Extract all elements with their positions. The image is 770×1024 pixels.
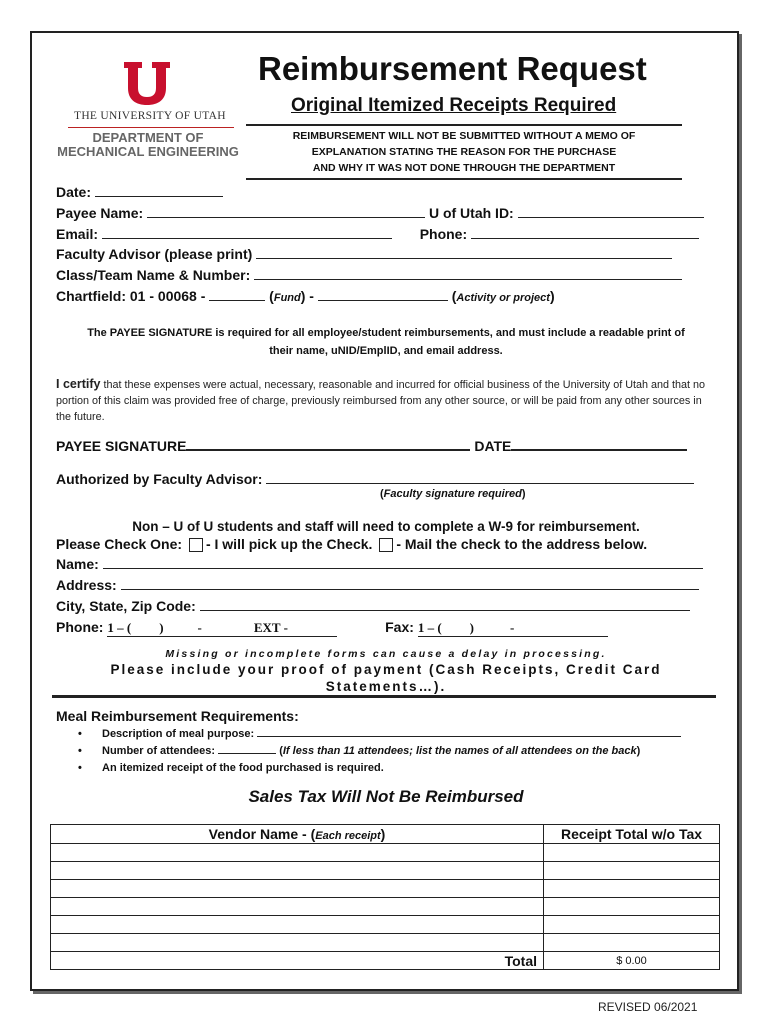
meal-requirements-heading: Meal Reimbursement Requirements: [56,708,299,724]
list-item: • Number of attendees: (If less than 11 attendees; list the names of all attendees on the back) [78,743,681,760]
email-field[interactable] [102,226,392,239]
department-name [56,131,240,159]
payee-name-label: Payee Name: [56,205,144,221]
mail-option-label: - Mail the check to the address below. [396,536,648,552]
table-row [51,934,720,952]
memo-notice [246,124,682,180]
university-of-utah-logo-icon [122,60,172,106]
faculty-advisor-field[interactable] [256,246,672,259]
memo-line-3: AND WHY IT WAS NOT DONE THROUGH THE DEPARTMENT [312,162,616,174]
department-line-1: DEPARTMENT OF [92,130,204,145]
meal-item-label: An itemized receipt of the food purchased is required. [102,762,384,774]
bullet-icon: • [78,728,82,740]
vendor-header-italic: Each receipt [315,830,381,842]
table-row [51,898,720,916]
payee-signature-field[interactable] [186,437,470,451]
mail-name-field[interactable] [103,556,703,569]
mail-name-label: Name: [56,556,99,572]
fax-field[interactable] [418,619,608,637]
vendor-header-close: ) [380,826,386,842]
faculty-signature-note-text: Faculty signature required [383,488,522,500]
vendor-name-cell[interactable] [51,934,544,952]
logo-divider [68,127,234,128]
mail-name-row [56,556,703,572]
chartfield-label: Chartfield: 01 - 00068 - [56,288,206,304]
receipt-total-cell[interactable] [544,880,720,898]
faculty-advisor-label: Faculty Advisor (please print) [56,246,253,262]
receipt-total-cell[interactable] [544,916,720,934]
fax-close: ) [469,620,474,635]
bullet-icon: • [78,745,82,757]
receipt-total-header: Receipt Total w/o Tax [544,825,720,844]
mail-phone-label: Phone: [56,619,104,635]
mail-address-field[interactable] [121,577,699,590]
table-row [51,862,720,880]
payee-signature-label: PAYEE SIGNATURE [56,438,187,454]
vendor-name-cell[interactable] [51,898,544,916]
attendees-field[interactable] [218,743,276,754]
date-field[interactable] [95,184,223,197]
date-row [56,184,223,200]
meal-item-label: Number of attendees: [102,745,216,757]
signature-requirement-line-1: The PAYEE SIGNATURE is required for all employee/student reimbursements, and must include a readable print of [87,327,685,339]
total-value: $ 0.00 [544,952,720,970]
signature-date-field[interactable] [511,437,687,451]
meal-requirements-list [78,726,681,777]
bullet-icon: • [78,762,82,774]
proof-line-1: Please include your proof of payment (Cash Receipts, Credit Card [110,662,662,677]
missing-forms-warning: Missing or incomplete forms can cause a delay in processing. [165,648,607,660]
activity-field[interactable] [318,288,448,301]
phone-prefix: 1 – ( [107,620,132,635]
certify-text: that these expenses were actual, necessary, reasonable and incurred for official business of the University of Utah and that no portion of this claim was provided free of charge, previously reimbursed from any other source, or will be paid from any other sources in the future. [56,379,706,423]
mail-address-row [56,577,699,593]
mail-phone-field[interactable] [107,619,337,637]
phone-field[interactable] [471,226,699,239]
memo-line-1: REIMBURSEMENT WILL NOT BE SUBMITTED WITHOUT A MEMO OF [292,130,636,142]
class-team-field[interactable] [254,267,682,280]
authorized-label: Authorized by Faculty Advisor: [56,471,263,487]
faculty-authorization-row [56,471,694,487]
signature-date-label: DATE [474,438,512,454]
page-title: Reimbursement Request [258,50,647,87]
memo-line-2: EXPLANATION STATING THE REASON FOR THE PURCHASE [311,146,617,158]
pickup-option-label: - I will pick up the Check. [205,536,373,552]
proof-of-payment-notice [90,661,682,695]
payee-signature-row [56,437,687,454]
phone-label: Phone: [419,226,468,242]
table-row [51,880,720,898]
vendor-name-cell[interactable] [51,916,544,934]
receipt-total-cell[interactable] [544,898,720,916]
table-header-row [51,825,720,844]
email-row [56,226,699,242]
email-label: Email: [56,226,99,242]
vendor-name-cell[interactable] [51,844,544,862]
mail-checkbox[interactable] [379,538,393,552]
chartfield-row: Chartfield: 01 - 00068 - (Fund) - (Activity or project) [56,288,555,304]
pickup-checkbox[interactable] [189,538,203,552]
activity-label: Activity or project [456,292,550,304]
mail-city-field[interactable] [200,598,690,611]
receipt-total-cell[interactable] [544,844,720,862]
fax-prefix: 1 – ( [417,620,442,635]
mail-phone-row [56,619,608,637]
class-team-label: Class/Team Name & Number: [56,267,251,283]
check-option-row [56,536,647,552]
phone-dash: - [197,620,202,635]
mail-city-row [56,598,690,614]
vendor-table [50,824,720,970]
fund-field[interactable] [209,288,265,301]
page-subtitle: Original Itemized Receipts Required [291,95,617,116]
check-one-label: Please Check One: [56,536,183,552]
date-label: Date: [56,184,92,200]
university-name: THE UNIVERSITY OF UTAH [74,110,226,122]
vendor-header-text: Vendor Name - ( [208,826,316,842]
list-item [78,726,681,743]
attendees-note: If less than 11 attendees; list the names of all attendees on the back [282,745,637,757]
fax-label: Fax: [385,619,414,635]
vendor-name-cell[interactable] [51,862,544,880]
total-row [51,952,720,970]
list-item [78,760,681,777]
w9-notice: Non – U of U students and staff will need to complete a W-9 for reimbursement. [132,519,640,534]
faculty-signature-field[interactable] [266,471,694,484]
class-team-row [56,267,682,283]
table-row [51,916,720,934]
certification-statement [56,376,716,425]
vendor-name-header [51,825,544,844]
ext-label: EXT - [253,620,288,635]
phone-close: ) [159,620,164,635]
certify-bold: I certify [56,377,101,391]
signature-requirement-notice [56,324,716,360]
receipt-total-cell[interactable] [544,934,720,952]
payee-name-field[interactable] [147,205,425,218]
mail-city-label: City, State, Zip Code: [56,598,196,614]
revision-date: REVISED 06/2021 [598,1000,698,1014]
proof-line-2: Statements…). [325,679,447,694]
meal-purpose-field[interactable] [257,726,681,737]
faculty-advisor-row [56,246,672,262]
sales-tax-notice: Sales Tax Will Not Be Reimbursed [248,787,524,806]
signature-requirement-line-2: their name, uNID/EmplID, and email address. [269,345,503,357]
department-line-2: MECHANICAL ENGINEERING [57,144,239,159]
fax-dash: - [510,620,515,635]
table-row [51,844,720,862]
meal-item-label: Description of meal purpose: [102,728,255,740]
faculty-signature-note: (Faculty signature required) [380,488,526,500]
receipt-total-cell[interactable] [544,862,720,880]
vendor-name-cell[interactable] [51,880,544,898]
total-label: Total [51,952,544,970]
section-divider [52,695,716,698]
mail-address-label: Address: [56,577,117,593]
uofu-id-field[interactable] [518,205,704,218]
uofu-id-label: U of Utah ID: [428,205,514,221]
fund-label: Fund [273,292,301,304]
payee-row [56,205,704,221]
